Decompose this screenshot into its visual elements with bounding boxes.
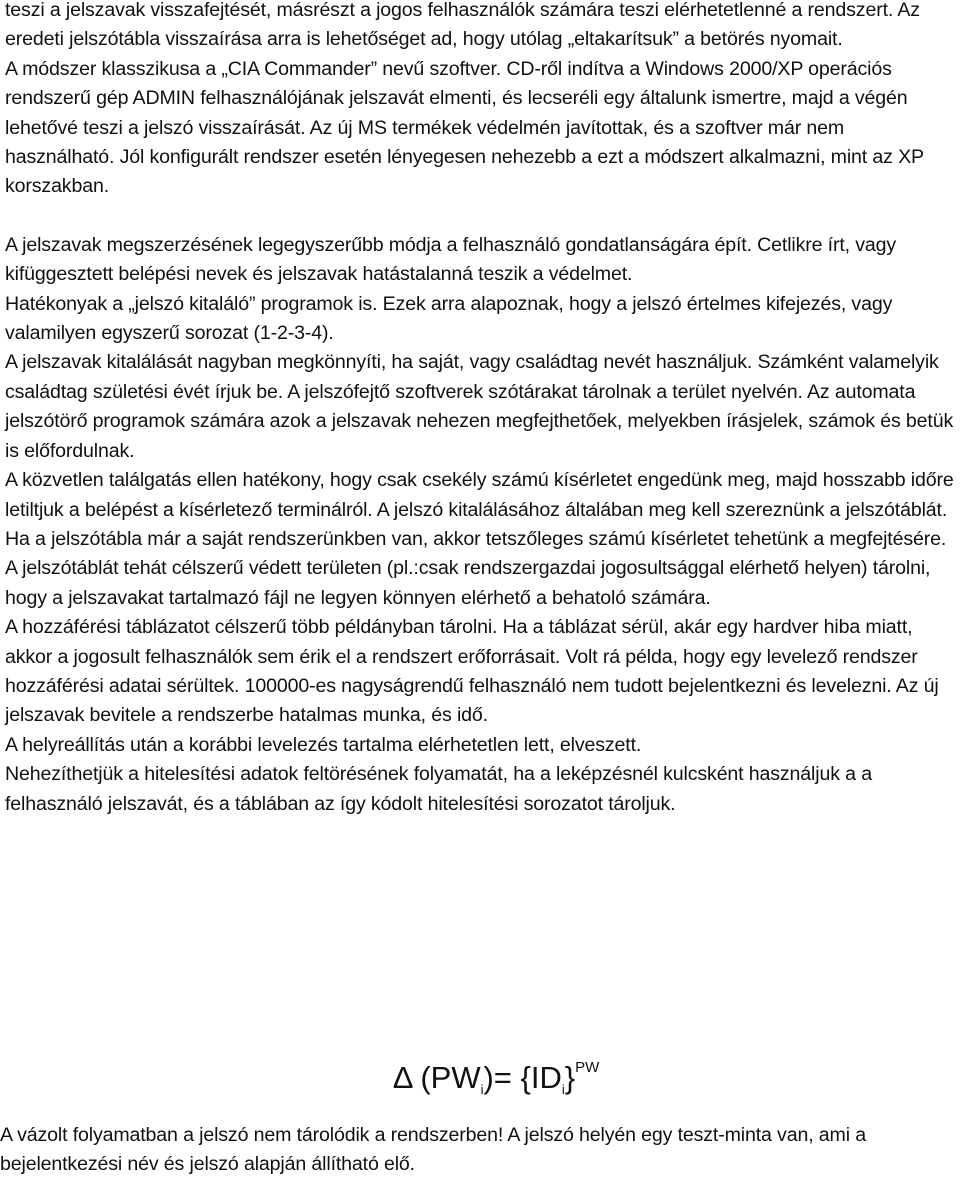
closing-block	[0, 1121, 952, 1180]
formula-prefix: Δ (PW	[392, 1060, 481, 1095]
formula-close: }	[564, 1060, 576, 1095]
formula	[0, 1046, 960, 1112]
paragraph-closing: A vázolt folyamatban a jelszó nem tárolódik a rendszerben! A jelszó helyén egy teszt-minta van, ami a bejelentkezési név és jelszó alapján állítható elő.	[0, 1124, 866, 1176]
paragraph-backup-copies: A hozzáférési táblázatot célszerű több példányban tárolni. Ha a táblázat sérül, akár egy hardver hiba miatt, akkor a jogosult felhasználók sem érik el a rendszert erőforrásait. Volt rá példa, hogy egy levelező rendszer hozzáférési adatai sérültek. 100000-es nagyságrendű felhasználó nem tudott bejelentkezni és levelezni. Az új jelszavak bevitele a rendszerbe hatalmas munka, és idő.	[5, 616, 939, 727]
formula-superscript: PW	[575, 1059, 600, 1076]
paragraph-guessing-programs: Hatékonyak a „jelszó kitaláló” programok is. Ezek arra alapoznak, hogy a jelszó értelmes kifejezés, vagy valamilyen egyszerű sorozat (1-2-3-4).	[5, 292, 893, 345]
paragraph-restore: A helyreállítás után a korábbi levelezés tartalma elérhetetlen lett, elveszett.	[5, 733, 642, 756]
paragraph-cia-commander: A módszer klasszikusa a „CIA Commander” nevű szoftver. CD-ről indítva a Windows 2000/XP operációs rendszerű gép ADMIN felhasználójának jelszavát elmenti, és lecseréli egy általunk ismertre, majd a végén lehetővé teszi a jelszó visszaírását. Az új MS termékek védelmén javítottak, és a szoftver már nem használható. Jól konfigurált rendszer esetén lényegesen nehezebb a ezt a módszert alkalmazni, mint az XP korszakban.	[5, 57, 924, 198]
paragraph-direct-guessing: A közvetlen találgatás ellen hatékony, hogy csak csekély számú kísérletet engedünk meg, majd hosszabb időre letiltjuk a belépést a kísérletező terminálról. A jelszó kitalálásához általában meg kell szereznünk a jelszótáblát. Ha a jelszótábla már a saját rendszerünkben van, akkor tetszőleges számú kísérletet tehetünk a megfejtésére.	[5, 469, 954, 550]
paragraph-family-names: A jelszavak kitalálását nagyban megkönnyíti, ha saját, vagy családtag nevét használjuk. Számként valamelyik családtag születési évét írjuk be. A jelszófejtő szoftverek szótárakat tárolnak a terület nyelvén. Az automata jelszótörő programok számára azok a jelszavak nehezen megfejthetőek, melyekben írásjelek, számok és betük is előfordulnak.	[5, 351, 954, 462]
formula-middle: )= {ID	[483, 1060, 562, 1095]
paragraph-gap	[5, 202, 957, 231]
paragraph-carelessness: A jelszavak megszerzésének legegyszerűbb módja a felhasználó gondatlanságára épít. Cetlikre írt, vagy kifüggesztett belépési nevek és jelszavak hatástalanná teszik a védelmet.	[5, 233, 897, 286]
formula-subscript-2: i	[561, 1082, 565, 1097]
formula-subscript-1: i	[480, 1082, 484, 1097]
paragraph-protected-storage: A jelszótáblát tehát célszerű védett területen (pl.:csak rendszergazdai jogosultsággal elérhető helyen) tárolni, hogy a jelszavakat tartalmazó fájl ne legyen könnyen elérhető a behatoló számára.	[5, 557, 931, 609]
paragraph-intro: teszi a jelszavak visszafejtését, másrészt a jogos felhasználók számára teszi elérhetetlenné a rendszert. Az eredeti jelszótábla visszaírása arra is lehetőséget ad, hogy utólag „eltakarítsuk” a betörés nyomait.	[5, 0, 920, 51]
paragraph-hashing: Nehezíthetjük a hitelesítési adatok feltörésének folyamatát, ha a leképzésnél kulcsként használjuk a a felhasználó jelszavát, és a táblában az így kódolt hitelesítési sorozatot tároljuk.	[5, 763, 872, 815]
document-page	[5, 0, 957, 819]
